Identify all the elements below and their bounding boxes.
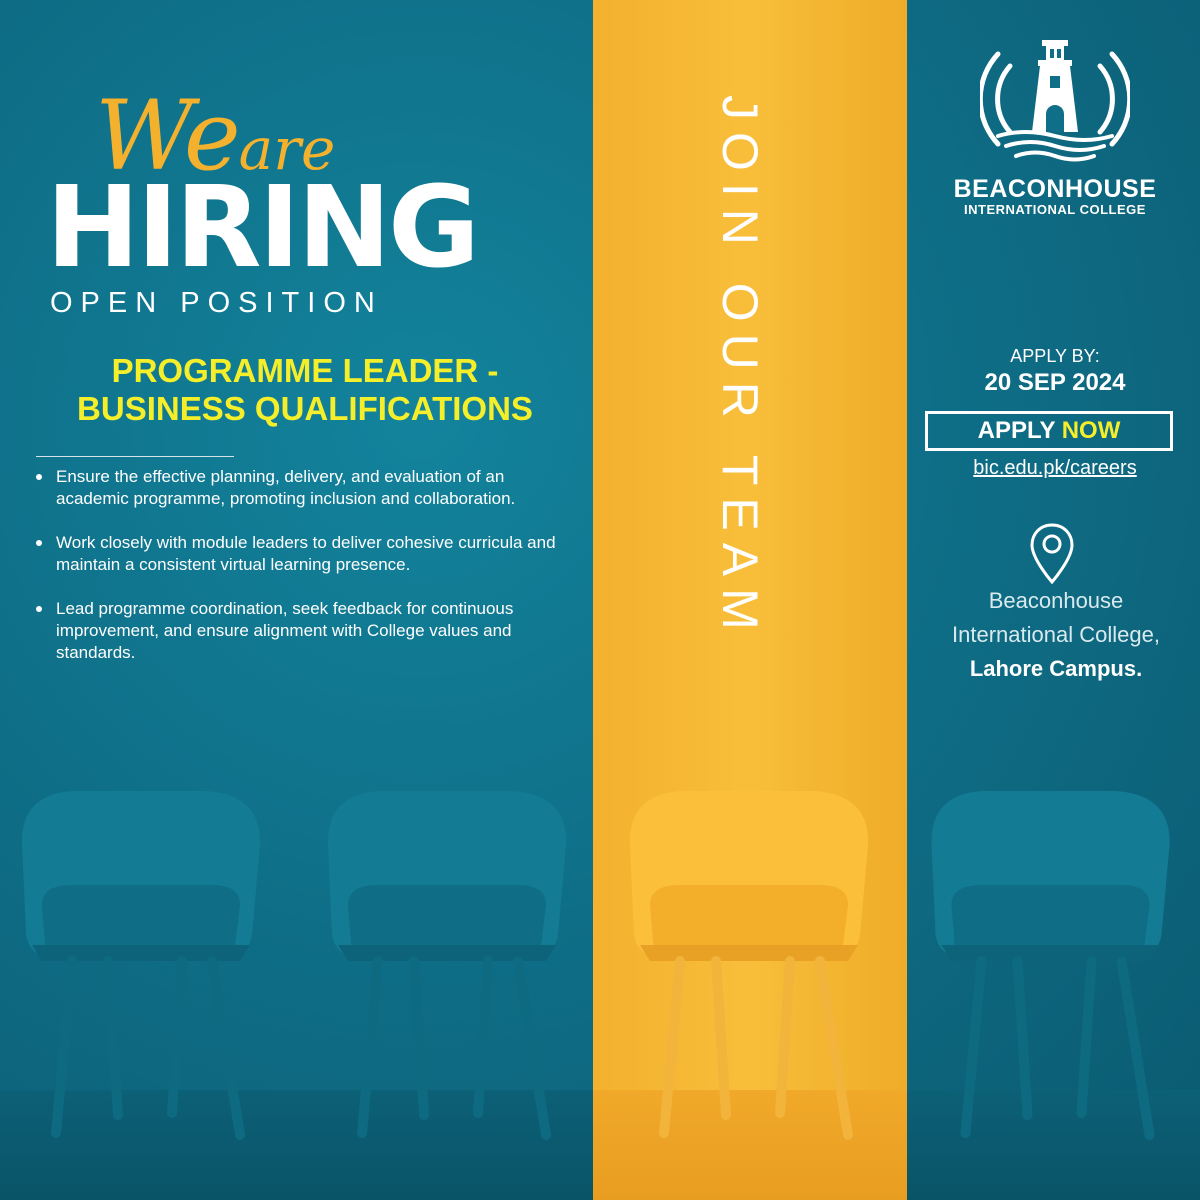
college-name-line2: INTERNATIONAL COLLEGE <box>964 202 1146 217</box>
address-line3: Lahore Campus. <box>969 656 1143 681</box>
join-our-team-text: JOIN OUR TEAM <box>712 95 768 642</box>
apply-now-button[interactable] <box>925 411 1173 451</box>
location-pin-icon <box>1028 522 1076 586</box>
responsibilities-list <box>34 466 570 686</box>
role-title-line1: PROGRAMME LEADER - <box>111 352 499 389</box>
teal-chair-2 <box>318 785 573 1145</box>
address-line1: Beaconhouse <box>988 588 1124 613</box>
hiring-title: HIRING <box>46 163 477 293</box>
bullet-icon <box>36 474 42 480</box>
address-line2: International College, <box>952 622 1160 647</box>
open-position-label: OPEN POSITION <box>50 287 383 319</box>
bullet-text: Lead programme coordination, seek feedback for continuous improvement, and ensure alignment with College values and standards. <box>56 599 514 662</box>
list-item <box>34 532 570 576</box>
yellow-chair <box>620 785 875 1145</box>
divider <box>36 456 234 457</box>
campus-address <box>915 584 1197 686</box>
apply-now-word1: APPLY <box>977 417 1056 444</box>
careers-link[interactable]: bic.edu.pk/careers <box>973 457 1137 479</box>
bullet-icon <box>36 606 42 612</box>
role-title-line2: BUSINESS QUALIFICATIONS <box>77 390 533 427</box>
apply-by-date: 20 SEP 2024 <box>984 369 1126 396</box>
apply-now-word2: NOW <box>1061 417 1121 444</box>
bullet-icon <box>36 540 42 546</box>
script-we: We <box>95 80 239 192</box>
teal-chair-3 <box>918 785 1180 1145</box>
script-are: are <box>238 115 336 183</box>
college-name <box>930 176 1180 218</box>
bullet-text: Work closely with module leaders to deliver cohesive curricula and maintain a consistent virtual learning presence. <box>56 533 556 574</box>
beacon-lighthouse-logo <box>980 36 1130 166</box>
role-title <box>30 352 580 428</box>
teal-chair-1 <box>12 785 267 1145</box>
college-name-line1: BEACONHOUSE <box>953 175 1157 203</box>
list-item <box>34 598 570 664</box>
list-item <box>34 466 570 510</box>
bullet-text: Ensure the effective planning, delivery, and evaluation of an academic programme, promoting inclusion and collaboration. <box>56 467 516 508</box>
apply-by-label: APPLY BY: <box>1010 346 1100 366</box>
